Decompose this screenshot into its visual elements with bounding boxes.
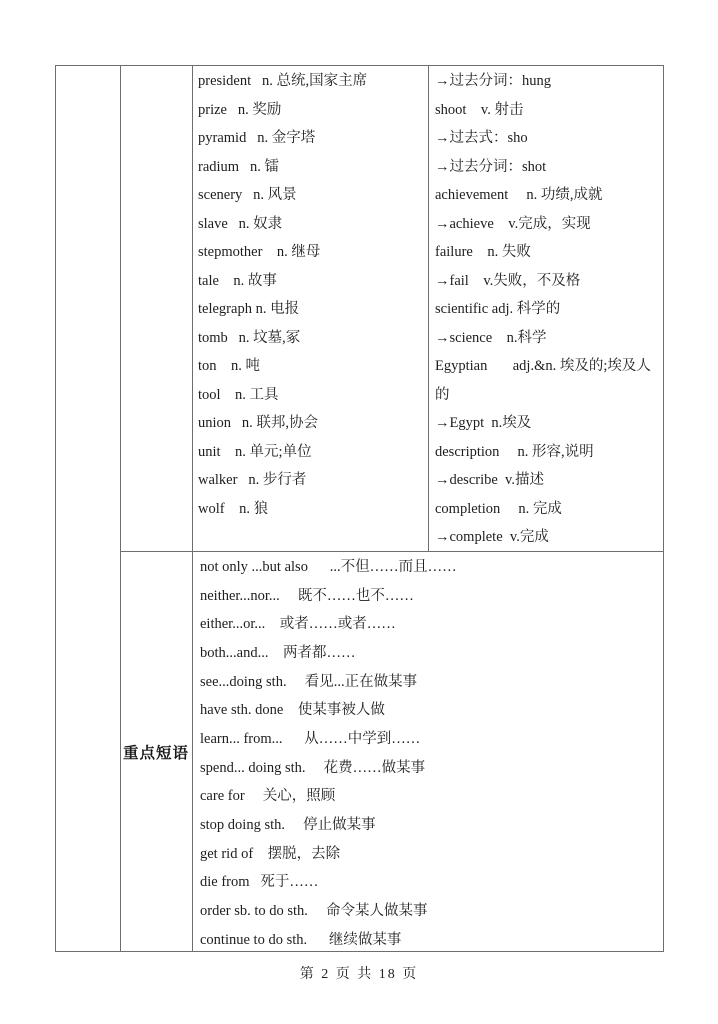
phrases-label-cell [120, 552, 192, 951]
vocab-entry: wolf n. 狼 [198, 500, 269, 517]
vocab-entry: tomb n. 坟墓,冢 [198, 329, 301, 346]
vocab-entry: pyramid n. 金字塔 [198, 130, 316, 146]
vocab-entry: slave n. 奴隶 [198, 215, 283, 232]
vocab-entry: stepmother n. 继母 [198, 244, 321, 260]
phrases-label: 重点短语 [122, 744, 189, 762]
phrase-entry: either...or... 或者……或者…… [200, 616, 396, 633]
vocab-entry: radium n. 镭 [198, 158, 279, 175]
phrase-entry: both...and... 两者都…… [200, 644, 356, 661]
vocab-column-left [193, 66, 428, 523]
phrase-entry: order sb. to do sth. 命令某人做某事 [200, 902, 428, 919]
phrase-entry: have sth. done 使某事被人做 [200, 702, 385, 719]
vocab-entry: shoot v. 射击 [435, 101, 524, 118]
vocab-entry: →Egypt n.埃及 [435, 415, 532, 431]
vocabulary-table [55, 65, 664, 952]
vocab-entry: scenery n. 风景 [198, 187, 297, 203]
vocab-entry: tale n. 故事 [198, 272, 277, 289]
vocab-entry: failure n. 失败 [435, 244, 531, 260]
vocab-entry: achievement n. 功绩,成就 [435, 187, 603, 203]
phrase-entry: stop doing sth. 停止做某事 [200, 816, 376, 833]
vocab-entry: →过去分词：hung [435, 73, 551, 89]
phrase-entry: continue to do sth. 继续做某事 [200, 931, 402, 948]
phrase-entry: learn... from... 从……中学到…… [200, 730, 421, 747]
phrases-column [193, 552, 663, 954]
vocab-entry: walker n. 步行者 [198, 472, 307, 488]
vocab-entry: description n. 形容,说明 [435, 443, 594, 460]
vocab-entry: telegraph n. 电报 [198, 301, 300, 317]
vocab-entry: unit n. 单元;单位 [198, 443, 312, 460]
phrase-entry: neither...nor... 既不……也不…… [200, 587, 414, 604]
phrase-entry: die from 死于…… [200, 874, 319, 891]
vocab-entry: →achieve v.完成，实现 [435, 215, 591, 232]
vocab-entry: prize n. 奖励 [198, 101, 282, 118]
phrase-entry: see...doing sth. 看见...正在做某事 [200, 673, 418, 690]
phrase-entry: spend... doing sth. 花费……做某事 [200, 759, 426, 776]
phrase-entry: not only ...but also ...不但……而且…… [200, 559, 457, 575]
vocab-entry: →science n.科学 [435, 329, 547, 346]
vocab-entry: union n. 联邦,协会 [198, 415, 319, 431]
vocab-entry: president n. 总统,国家主席 [198, 73, 368, 89]
phrase-entry: care for 关心，照顾 [200, 788, 336, 805]
vocab-entry: Egyptian adj.&n. 埃及的;埃及人的 [435, 358, 651, 403]
vocab-entry: →过去分词：shot [435, 158, 547, 175]
vocab-entry: ton n. 吨 [198, 358, 261, 374]
phrase-entry: get rid of 摆脱，去除 [200, 845, 341, 862]
vocab-entry: scientific adj. 科学的 [435, 301, 561, 317]
vocab-entry: →describe v.描述 [435, 472, 544, 488]
page-footer: 第 2 页 共 18 页 [299, 967, 419, 982]
vocab-entry: →过去式：sho [435, 130, 528, 146]
vocab-entry: completion n. 完成 [435, 500, 562, 517]
vocab-column-right [429, 66, 663, 552]
vocab-entry: tool n. 工具 [198, 386, 279, 403]
vocab-entry: →complete v.完成 [435, 529, 549, 545]
vocab-entry: →fail v.失败，不及格 [435, 272, 581, 289]
